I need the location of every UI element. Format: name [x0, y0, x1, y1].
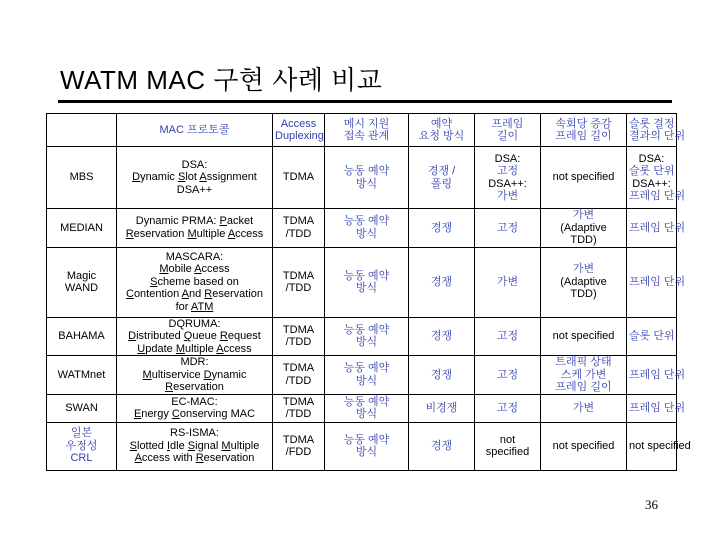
- header-cell-line: MAC 프로토콜: [159, 123, 230, 136]
- access-cell: [273, 209, 325, 248]
- support-cell-line: 방식: [355, 446, 378, 458]
- variable-cell-line: (Adaptive: [560, 221, 607, 234]
- access-cell: [273, 394, 325, 422]
- access-cell-line: TDMA: [282, 433, 315, 446]
- protocol-cell-line: Dynamic Slot Assignment: [132, 171, 257, 184]
- variable-cell-line: not specified: [552, 330, 615, 342]
- header-cell: [475, 114, 541, 147]
- header-cell: [541, 114, 627, 147]
- protocol-cell-line: Slotted Idle Signal Multiple: [129, 439, 260, 452]
- frame-cell: [475, 317, 541, 356]
- variable-cell: [541, 209, 627, 248]
- table-row: [47, 394, 677, 422]
- request-cell-line: 경쟁: [430, 221, 453, 234]
- frame-cell-line: 가변: [496, 275, 519, 288]
- table-row: [47, 247, 677, 317]
- table-header-row: [47, 114, 677, 147]
- system-name-cell: [47, 356, 117, 395]
- variable-cell-line: TDD): [570, 288, 597, 301]
- access-cell-line: /TDD: [285, 336, 312, 349]
- protocol-cell: [117, 394, 273, 422]
- variable-cell: [541, 247, 627, 317]
- header-cell-line: 슬롯 결정: [629, 117, 675, 130]
- support-cell: [325, 317, 409, 356]
- access-cell-line: TDMA: [282, 269, 315, 282]
- system-name-cell-line: MBS: [69, 171, 94, 184]
- variable-cell: [541, 394, 627, 422]
- protocol-cell-line: Energy Conserving MAC: [133, 408, 256, 420]
- variable-cell-line: 가변: [572, 401, 595, 414]
- access-cell-line: TDMA: [282, 395, 315, 408]
- header-cell-line: Duplexing: [275, 130, 324, 142]
- access-cell: [273, 247, 325, 317]
- frame-cell-line: 고정: [496, 368, 519, 381]
- protocol-cell-line: EC-MAC:: [171, 395, 218, 408]
- support-cell-line: 방식: [355, 336, 378, 349]
- header-cell-line: 메시 지원: [343, 117, 390, 130]
- access-cell-line: /TDD: [285, 227, 312, 240]
- request-cell: [409, 317, 475, 356]
- slot-cell-line: 슬롯 단위: [629, 330, 675, 342]
- header-cell-line: 길이: [496, 130, 519, 142]
- frame-cell-line: specified: [485, 446, 530, 458]
- comparison-table: [46, 113, 691, 471]
- system-name-cell-line: BAHAMA: [58, 330, 105, 342]
- slot-cell-line: 프레임 단위: [629, 401, 686, 414]
- slot-cell: [627, 317, 677, 356]
- support-cell: [325, 147, 409, 209]
- request-cell-line: 경쟁: [430, 330, 453, 342]
- access-cell: [273, 356, 325, 395]
- request-cell-line: 경쟁: [430, 368, 453, 381]
- frame-cell-line: 고정: [496, 221, 519, 234]
- protocol-cell-line: Update Multiple Access: [137, 342, 252, 355]
- protocol-cell-line: Mobile Access: [159, 263, 230, 276]
- support-cell-line: 능동 예약: [343, 433, 390, 446]
- variable-cell-line: 가변: [572, 263, 595, 276]
- system-name-cell-line: Magic: [66, 269, 97, 282]
- header-corner-cell: [47, 114, 117, 147]
- slot-cell: [627, 422, 691, 470]
- request-cell-line: 비경쟁: [425, 401, 458, 414]
- header-cell-line: 프레임: [491, 117, 524, 130]
- system-name-cell: [47, 209, 117, 248]
- frame-cell-line: not: [499, 433, 516, 446]
- request-cell-line: 폴링: [430, 177, 453, 190]
- variable-cell-line: TDD): [570, 234, 597, 246]
- header-cell-line: Access: [280, 117, 317, 130]
- support-cell-line: 능동 예약: [343, 165, 390, 177]
- system-name-cell-line: WAND: [64, 282, 99, 294]
- header-cell-line: 예약: [430, 117, 453, 130]
- access-cell: [273, 147, 325, 209]
- variable-cell-line: 트래픽 상태: [555, 356, 612, 368]
- variable-cell-line: not specified: [552, 171, 615, 184]
- system-name-cell-line: WATMnet: [57, 368, 106, 381]
- frame-cell: [475, 422, 541, 470]
- frame-cell: [475, 209, 541, 248]
- slot-cell: [627, 147, 686, 209]
- slot-cell-line: 프레임 단위: [629, 368, 686, 381]
- system-name-cell: [47, 317, 117, 356]
- access-cell: [273, 422, 325, 470]
- header-cell-line: 요청 방식: [418, 130, 465, 142]
- system-name-cell: [47, 247, 117, 317]
- access-cell-line: TDMA: [282, 171, 315, 184]
- access-cell-line: /TDD: [285, 374, 312, 387]
- protocol-cell-line: DQRUMA:: [168, 317, 221, 330]
- support-cell-line: 능동 예약: [343, 215, 390, 228]
- header-cell-line: 속회당 증감: [555, 117, 612, 130]
- frame-cell: [475, 147, 541, 209]
- frame-cell: [475, 394, 541, 422]
- header-cell-line: 결과의 단위: [629, 130, 686, 142]
- request-cell-line: 경쟁 /: [427, 165, 456, 177]
- support-cell: [325, 247, 409, 317]
- variable-cell-line: 가변: [572, 209, 595, 221]
- slot-cell-line: 슬롯 단위: [629, 165, 675, 177]
- protocol-cell: [117, 356, 273, 395]
- protocol-cell-line: Reservation Multiple Access: [125, 227, 264, 240]
- table-row: [47, 356, 677, 395]
- protocol-cell-line: DSA:: [181, 158, 208, 171]
- protocol-cell-line: DSA++: [176, 183, 213, 196]
- frame-cell-line: DSA++:: [488, 177, 527, 190]
- page-number: 36: [645, 497, 658, 512]
- support-cell: [325, 356, 409, 395]
- system-name-cell-line: 우정성: [65, 439, 98, 452]
- protocol-cell-line: RS-ISMA:: [170, 427, 219, 440]
- frame-cell-line: DSA:: [494, 152, 521, 165]
- request-cell: [409, 422, 475, 470]
- header-cell: [627, 114, 686, 147]
- protocol-cell-line: Scheme based on: [150, 275, 239, 288]
- slot-cell: [627, 209, 686, 248]
- access-cell-line: /FDD: [285, 446, 312, 458]
- frame-cell-line: 고정: [496, 401, 519, 414]
- slot-cell: [627, 247, 686, 317]
- variable-cell-line: not specified: [552, 439, 615, 452]
- protocol-cell: [117, 247, 273, 317]
- header-cell-line: 접속 관계: [343, 130, 390, 142]
- variable-cell: [541, 356, 627, 395]
- access-cell-line: TDMA: [282, 215, 315, 228]
- slot-cell-line: 프레임 단위: [629, 190, 686, 202]
- slot-cell-line: DSA++:: [632, 177, 671, 190]
- frame-cell: [475, 247, 541, 317]
- support-cell: [325, 422, 409, 470]
- protocol-cell-line: Access with Reservation: [134, 452, 255, 465]
- frame-cell-line: 고정: [496, 330, 519, 342]
- support-cell-line: 방식: [355, 408, 378, 420]
- header-cell-line: 프레임 길이: [555, 130, 612, 142]
- support-cell: [325, 209, 409, 248]
- slot-cell-line: not specified: [629, 439, 691, 452]
- protocol-cell-line: for ATM: [175, 300, 214, 313]
- system-name-cell-line: SWAN: [65, 401, 98, 414]
- variable-cell: [541, 147, 627, 209]
- support-cell-line: 능동 예약: [343, 362, 390, 375]
- access-cell: [273, 317, 325, 356]
- slot-cell-line: DSA:: [638, 152, 665, 165]
- support-cell-line: 방식: [355, 177, 378, 190]
- support-cell-line: 방식: [355, 282, 378, 294]
- slot-cell-line: 프레임 단위: [629, 221, 686, 234]
- page-title: WATM MAC 구현 사례 비교: [60, 65, 383, 95]
- protocol-cell-line: Multiservice Dynamic: [142, 368, 247, 381]
- request-cell-line: 경쟁: [430, 275, 453, 288]
- system-name-cell: [47, 147, 117, 209]
- support-cell-line: 방식: [355, 374, 378, 387]
- variable-cell-line: 프레임 길이: [555, 381, 612, 393]
- access-cell-line: /TDD: [285, 282, 312, 294]
- frame-cell-line: 고정: [496, 165, 519, 177]
- access-cell-line: /TDD: [285, 408, 312, 420]
- table-row: [47, 147, 677, 209]
- frame-cell: [475, 356, 541, 395]
- request-cell: [409, 247, 475, 317]
- table-row: [47, 209, 677, 248]
- title-underline: [58, 100, 672, 103]
- request-cell: [409, 209, 475, 248]
- protocol-cell: [117, 209, 273, 248]
- system-name-cell-line: MEDIAN: [60, 221, 103, 234]
- protocol-cell-line: Reservation: [165, 381, 224, 393]
- variable-cell-line: 스케 가변: [560, 368, 607, 381]
- request-cell-line: 경쟁: [430, 439, 453, 452]
- protocol-cell: [117, 317, 273, 356]
- support-cell-line: 능동 예약: [343, 323, 390, 336]
- variable-cell: [541, 317, 627, 356]
- support-cell-line: 방식: [355, 227, 378, 240]
- protocol-cell-line: MASCARA:: [165, 250, 224, 263]
- request-cell: [409, 394, 475, 422]
- header-cell: [273, 114, 325, 147]
- system-name-cell-line: 일본: [70, 427, 93, 440]
- table-row: [47, 422, 677, 470]
- protocol-cell: [117, 422, 273, 470]
- protocol-cell-line: Contention And Reservation: [125, 288, 264, 301]
- header-cell: [409, 114, 475, 147]
- access-cell-line: TDMA: [282, 323, 315, 336]
- protocol-cell-line: Dynamic PRMA: Packet: [135, 215, 254, 228]
- frame-cell-line: 가변: [496, 190, 519, 202]
- slot-cell: [627, 394, 686, 422]
- system-name-cell: [47, 422, 117, 470]
- system-name-cell: [47, 394, 117, 422]
- table-row: [47, 317, 677, 356]
- comparison-table-container: [46, 113, 691, 465]
- variable-cell: [541, 422, 627, 470]
- support-cell-line: 능동 예약: [343, 395, 390, 408]
- access-cell-line: TDMA: [282, 362, 315, 375]
- system-name-cell-line: CRL: [70, 452, 93, 465]
- header-cell: [117, 114, 273, 147]
- slot-cell: [627, 356, 686, 395]
- support-cell-line: 능동 예약: [343, 269, 390, 282]
- request-cell: [409, 147, 475, 209]
- variable-cell-line: (Adaptive: [560, 275, 607, 288]
- table-body: [47, 114, 691, 471]
- slot-cell-line: 프레임 단위: [629, 275, 686, 288]
- protocol-cell-line: MDR:: [180, 356, 209, 368]
- request-cell: [409, 356, 475, 395]
- protocol-cell: [117, 147, 273, 209]
- protocol-cell-line: Distributed Queue Request: [128, 330, 261, 342]
- support-cell: [325, 394, 409, 422]
- header-cell: [325, 114, 409, 147]
